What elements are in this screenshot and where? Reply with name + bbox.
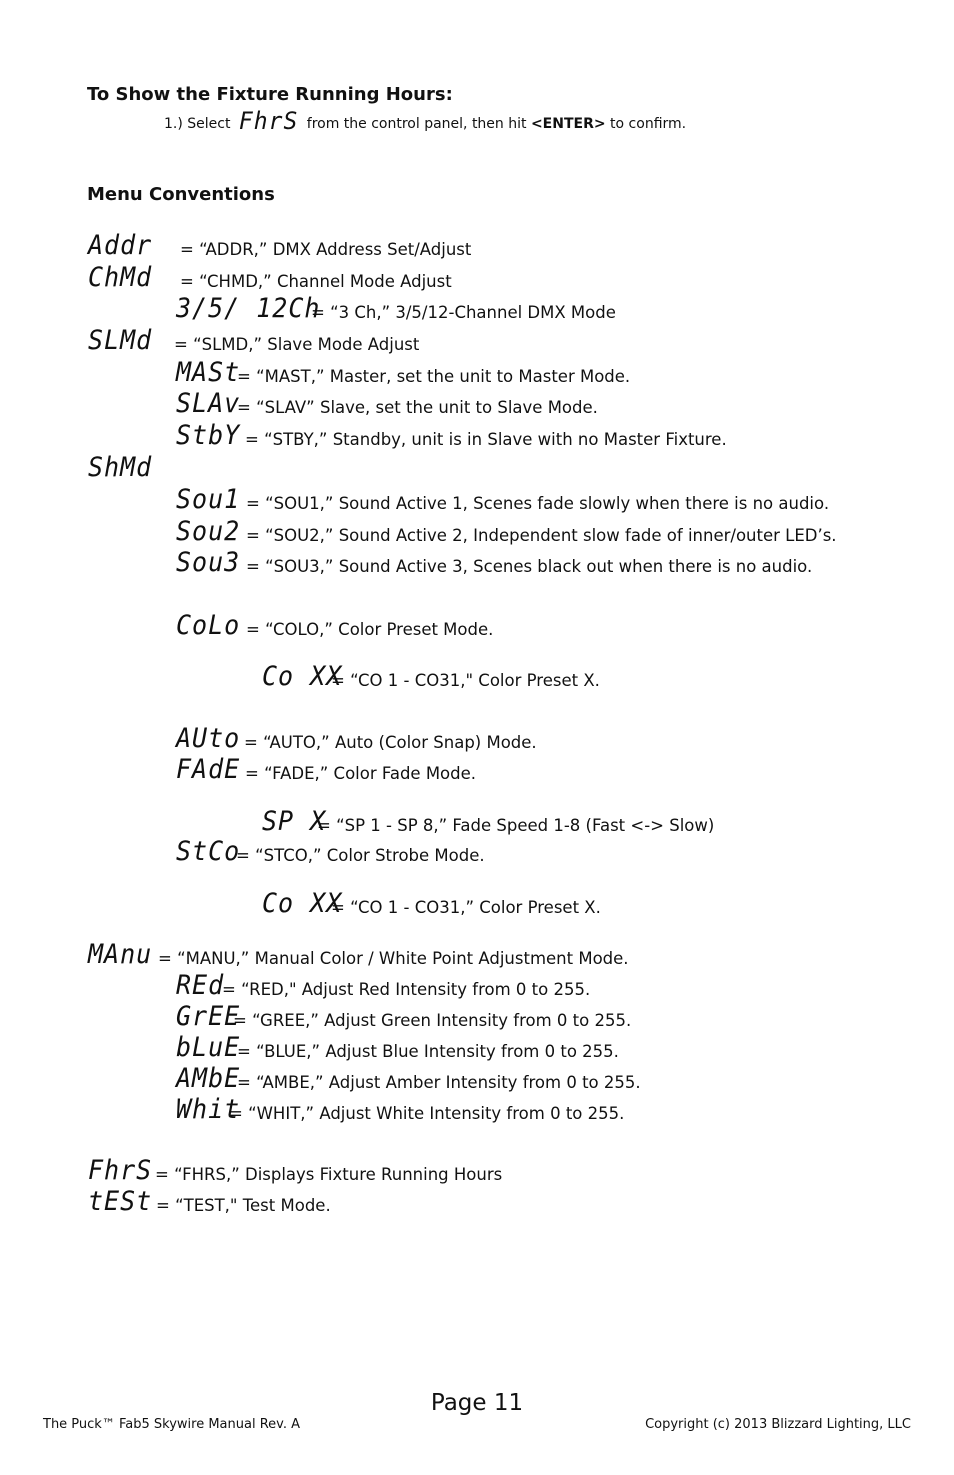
- menu-code: SLAv: [176, 388, 241, 419]
- step-middle: from the control panel, then hit: [306, 116, 527, 132]
- footer-title: The Puck™ Fab5 Skywire Manual Rev. A: [43, 1417, 300, 1432]
- menu-code: ShMd: [88, 452, 153, 483]
- menu-desc: = “CO 1 - CO31,” Color Preset X.: [331, 898, 601, 917]
- menu-code: StCo: [176, 836, 241, 867]
- menu-code: MAnu: [88, 939, 153, 970]
- menu-desc: = “AUTO,” Auto (Color Snap) Mode.: [244, 733, 537, 752]
- menu-desc: = “COLO,” Color Preset Mode.: [246, 620, 494, 639]
- menu-desc: = “MAST,” Master, set the unit to Master Mode.: [237, 367, 631, 386]
- menu-code: Co XX: [262, 888, 343, 919]
- menu-desc: = “CO 1 - CO31," Color Preset X.: [331, 671, 600, 690]
- page-number: Page 11: [430, 1390, 524, 1416]
- menu-code: Sou3: [176, 547, 241, 578]
- menu-code: 3/5/ 12Ch: [176, 293, 321, 324]
- menu-code: GrEE: [176, 1001, 241, 1032]
- step-prefix: 1.) Select: [164, 116, 231, 132]
- menu-desc: = “SOU2,” Sound Active 2, Independent slow fade of inner/outer LED’s.: [246, 526, 837, 545]
- menu-desc: = “CHMD,” Channel Mode Adjust: [180, 272, 452, 291]
- menu-desc: = “SLMD,” Slave Mode Adjust: [174, 335, 420, 354]
- menu-desc: = “GREE,” Adjust Green Intensity from 0 to 255.: [233, 1011, 632, 1030]
- menu-code: REd: [176, 970, 225, 1001]
- menu-desc: = “SLAV” Slave, set the unit to Slave Mode.: [237, 398, 598, 417]
- step-code: FhrS: [238, 108, 299, 136]
- menu-desc: = “AMBE,” Adjust Amber Intensity from 0 to 255.: [237, 1073, 641, 1092]
- menu-code: AUto: [176, 723, 241, 754]
- menu-code: ChMd: [88, 262, 153, 293]
- menu-desc: = “STBY,” Standby, unit is in Slave with no Master Fixture.: [245, 430, 727, 449]
- menu-desc: = “TEST," Test Mode.: [156, 1196, 331, 1215]
- step-key: <ENTER>: [530, 116, 606, 132]
- menu-code: StbY: [176, 420, 241, 451]
- menu-desc: = “MANU,” Manual Color / White Point Adjustment Mode.: [158, 949, 629, 968]
- menu-code: SP X: [262, 806, 327, 837]
- menu-code: FAdE: [176, 754, 241, 785]
- menu-desc: = “STCO,” Color Strobe Mode.: [236, 846, 485, 865]
- menu-code: SLMd: [88, 325, 153, 356]
- menu-code: Co XX: [262, 661, 343, 692]
- menu-desc: = “SP 1 - SP 8,” Fade Speed 1-8 (Fast <-> Slow): [317, 816, 715, 835]
- menu-desc: = “3 Ch,” 3/5/12-Channel DMX Mode: [311, 303, 616, 322]
- step-suffix: to confirm.: [610, 116, 687, 132]
- menu-code: MASt: [176, 357, 241, 388]
- running-hours-step: [164, 108, 686, 134]
- menu-code: FhrS: [88, 1155, 153, 1186]
- menu-code: Whit: [176, 1094, 241, 1125]
- section-title-running-hours: To Show the Fixture Running Hours:: [87, 84, 453, 105]
- menu-code: bLuE: [176, 1032, 241, 1063]
- menu-desc: = “SOU3,” Sound Active 3, Scenes black out when there is no audio.: [246, 557, 813, 576]
- menu-desc: = “SOU1,” Sound Active 1, Scenes fade slowly when there is no audio.: [246, 494, 830, 513]
- menu-desc: = “FADE,” Color Fade Mode.: [245, 764, 477, 783]
- section-title-menu-conventions: Menu Conventions: [87, 184, 275, 205]
- menu-desc: = “BLUE,” Adjust Blue Intensity from 0 to 255.: [237, 1042, 619, 1061]
- menu-code: Sou2: [176, 516, 241, 547]
- menu-code: tESt: [88, 1186, 153, 1217]
- menu-code: CoLo: [176, 610, 241, 641]
- footer-copyright: Copyright (c) 2013 Blizzard Lighting, LLC: [645, 1417, 911, 1432]
- menu-code: Addr: [88, 230, 153, 261]
- menu-desc: = “FHRS,” Displays Fixture Running Hours: [155, 1165, 503, 1184]
- menu-desc: = “ADDR,” DMX Address Set/Adjust: [180, 240, 472, 259]
- menu-desc: = “WHIT,” Adjust White Intensity from 0 to 255.: [229, 1104, 625, 1123]
- menu-code: Sou1: [176, 484, 241, 515]
- menu-code: AMbE: [176, 1063, 241, 1094]
- menu-desc: = “RED," Adjust Red Intensity from 0 to 255.: [222, 980, 591, 999]
